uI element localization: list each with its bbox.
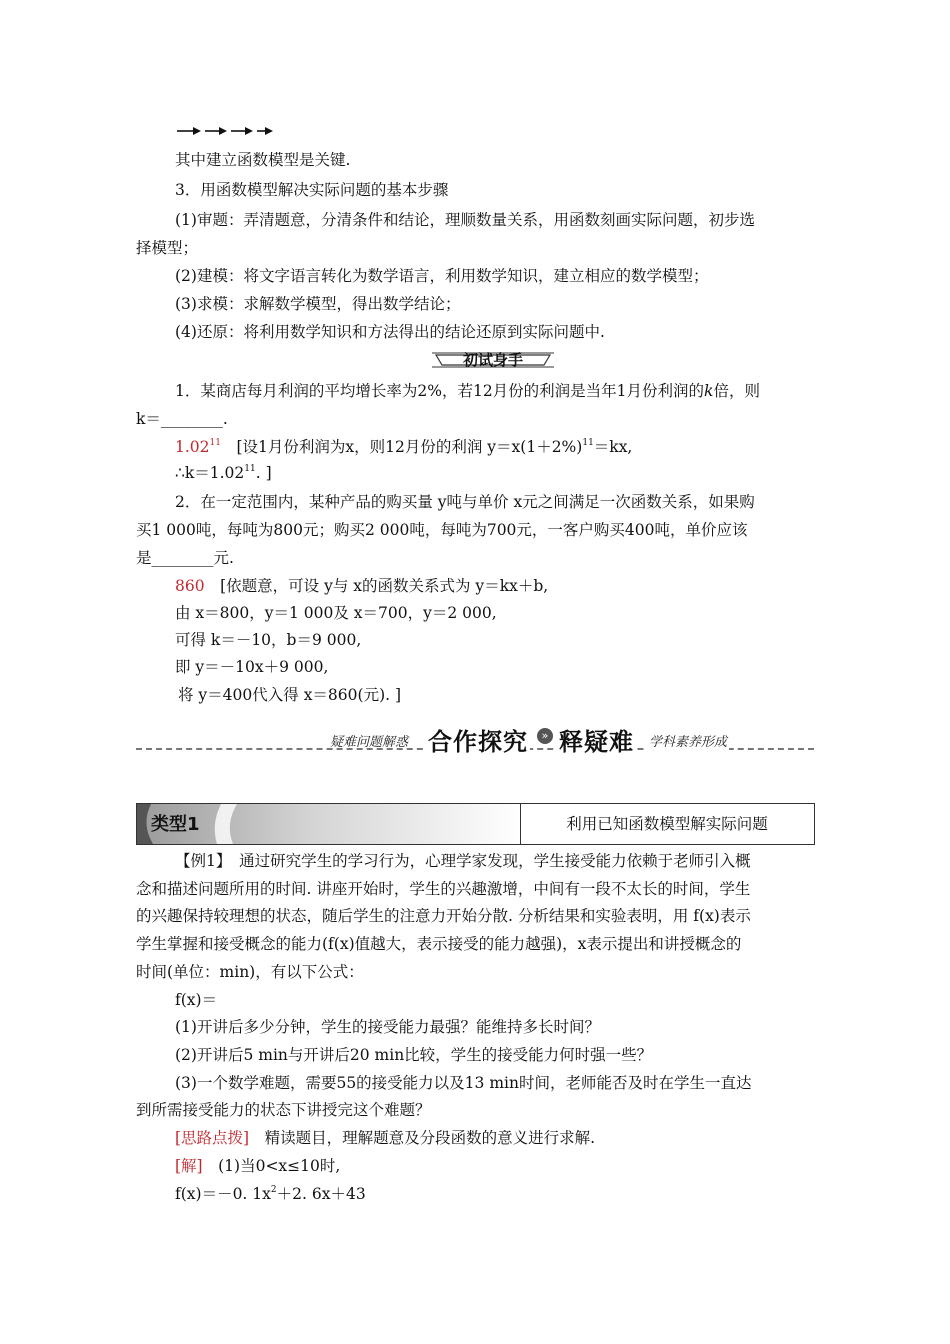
- banner-main-text-2: 释疑难: [557, 722, 636, 757]
- step-3: (3)求模：求解数学模型，得出数学结论；: [175, 295, 461, 313]
- try-yourself-banner: [432, 350, 554, 370]
- q2-answer: 860: [175, 577, 205, 595]
- example-line-2: 念和描述问题所用的时间. 讲座开始时，学生的兴趣激增，中间有一段不太长的时间，学生: [136, 880, 751, 898]
- solution-label: [解]: [175, 1157, 203, 1175]
- type-title: 利用已知函数模型解实际问题: [566, 815, 768, 833]
- flow-arrow-graphic: [175, 123, 275, 139]
- step-4: (4)还原：将利用数学知识和方法得出的结论还原到实际问题中.: [175, 323, 605, 341]
- type-heading-box: [136, 803, 815, 845]
- flow-arrows: [175, 123, 275, 144]
- q2-solution-line-4: 即 y＝－10x＋9 000,: [175, 658, 329, 676]
- hint-line: [175, 1128, 595, 1148]
- q2-line-3: 是________元.: [136, 549, 234, 567]
- q2-solution-line-2: 由 x＝800，y＝1 000及 x＝700，y＝2 000,: [175, 604, 497, 622]
- section-banner: [0, 720, 950, 756]
- q1-line-1: [175, 381, 760, 401]
- key-sentence: 其中建立函数模型是关键.: [175, 151, 351, 169]
- step-2: (2)建模：将文字语言转化为数学语言，利用数学知识，建立相应的数学模型；: [175, 267, 709, 285]
- example-question-3-line-1: (3)一个数学难题，需要55的接受能力以及13 min时间，老师能否及时在学生一直达: [175, 1074, 752, 1092]
- q2-line-2: 买1 000吨，每吨为800元；购买2 000吨，每吨为700元，一客户购买400吨，单价应该: [136, 521, 748, 539]
- example-question-1: (1)开讲后多少分钟，学生的接受能力最强？能维持多长时间？: [175, 1018, 600, 1036]
- example-formula: f(x)＝: [175, 991, 218, 1009]
- banner-title: 初试身手: [462, 351, 523, 369]
- example-question-3-line-2: 到所需接受能力的状态下讲授完这个难题？: [136, 1101, 431, 1119]
- q1-k: k: [704, 382, 714, 400]
- hint-label: [思路点拨]: [175, 1129, 250, 1147]
- double-chevron-icon: »: [537, 728, 553, 744]
- solution-line-2: f(x)＝－0. $1x^2+2$. 6x＋43: [175, 1185, 366, 1203]
- example-question-2: (2)开讲后5 min与开讲后20 min比较，学生的接受能力何时强一些？: [175, 1046, 653, 1064]
- q1-solution-line-2: $\therefore k=1.02^{11}$. ]: [175, 464, 272, 482]
- example-line-3: 的兴趣保持较理想的状态，随后学生的注意力开始分散. 分析结果和实验表明，用 f(x)表示: [136, 907, 751, 925]
- q2-solution-line-1: 860 [依题意，可设 y与 x的函数关系式为 y＝kx＋b,: [175, 577, 549, 595]
- q1-text: 1．某商店每月利润的平均增长率为2%，若12月份的利润是当年1月份利润的: [175, 382, 705, 400]
- q1-text-end: 倍，则: [713, 382, 760, 400]
- banner-main-text-1: 合作探究: [426, 722, 530, 757]
- solution-line-1: [解] (1)当0<x≤10时,: [175, 1157, 341, 1175]
- q1-answer: 1.02$^{11}$: [175, 438, 221, 456]
- step-1-line-2: 择模型；: [136, 239, 199, 257]
- q2-solution-line-3: 可得 k＝－10，b＝9 000,: [175, 631, 362, 649]
- q1-solution-text: [设1月份利润为x，则12月份的利润 y＝x(1＋2%): [236, 438, 583, 456]
- type-tag: 类型1: [151, 814, 200, 835]
- step-1-line-1: (1)审题：弄清题意，分清条件和结论，理顺数量关系，用函数刻画实际问题，初步选: [175, 211, 755, 229]
- steps-heading: 3．用函数模型解决实际问题的基本步骤: [175, 181, 449, 199]
- banner-left-text: 疑难问题解惑: [330, 735, 409, 750]
- q2-solution-line-5: 将 y＝400代入得 x＝860(元). ]: [178, 686, 402, 704]
- banner-right-text: 学科素养形成: [647, 731, 729, 750]
- hint-text: 精读题目，理解题意及分段函数的意义进行求解.: [264, 1129, 596, 1147]
- example-line-5: 时间(单位：min)，有以下公式：: [136, 963, 364, 981]
- example-line-4: 学生掌握和接受概念的能力(f(x)值越大，表示接受的能力越强)，x表示提出和讲授概念的: [136, 935, 742, 953]
- example-line-1: 【例1】 通过研究学生的学习行为，心理学家发现，学生接受能力依赖于老师引入概: [175, 852, 751, 870]
- q1-solution-line-1: 1.02$^{11}$ [设1月份利润为x，则12月份的利润 $y=x(1+2\%)^{11}=kx$,: [175, 438, 633, 456]
- q1-line-2: k＝________.: [136, 410, 228, 428]
- q2-line-1: 2．在一定范围内，某种产品的购买量 y吨与单价 x元之间满足一次函数关系，如果购: [175, 493, 755, 511]
